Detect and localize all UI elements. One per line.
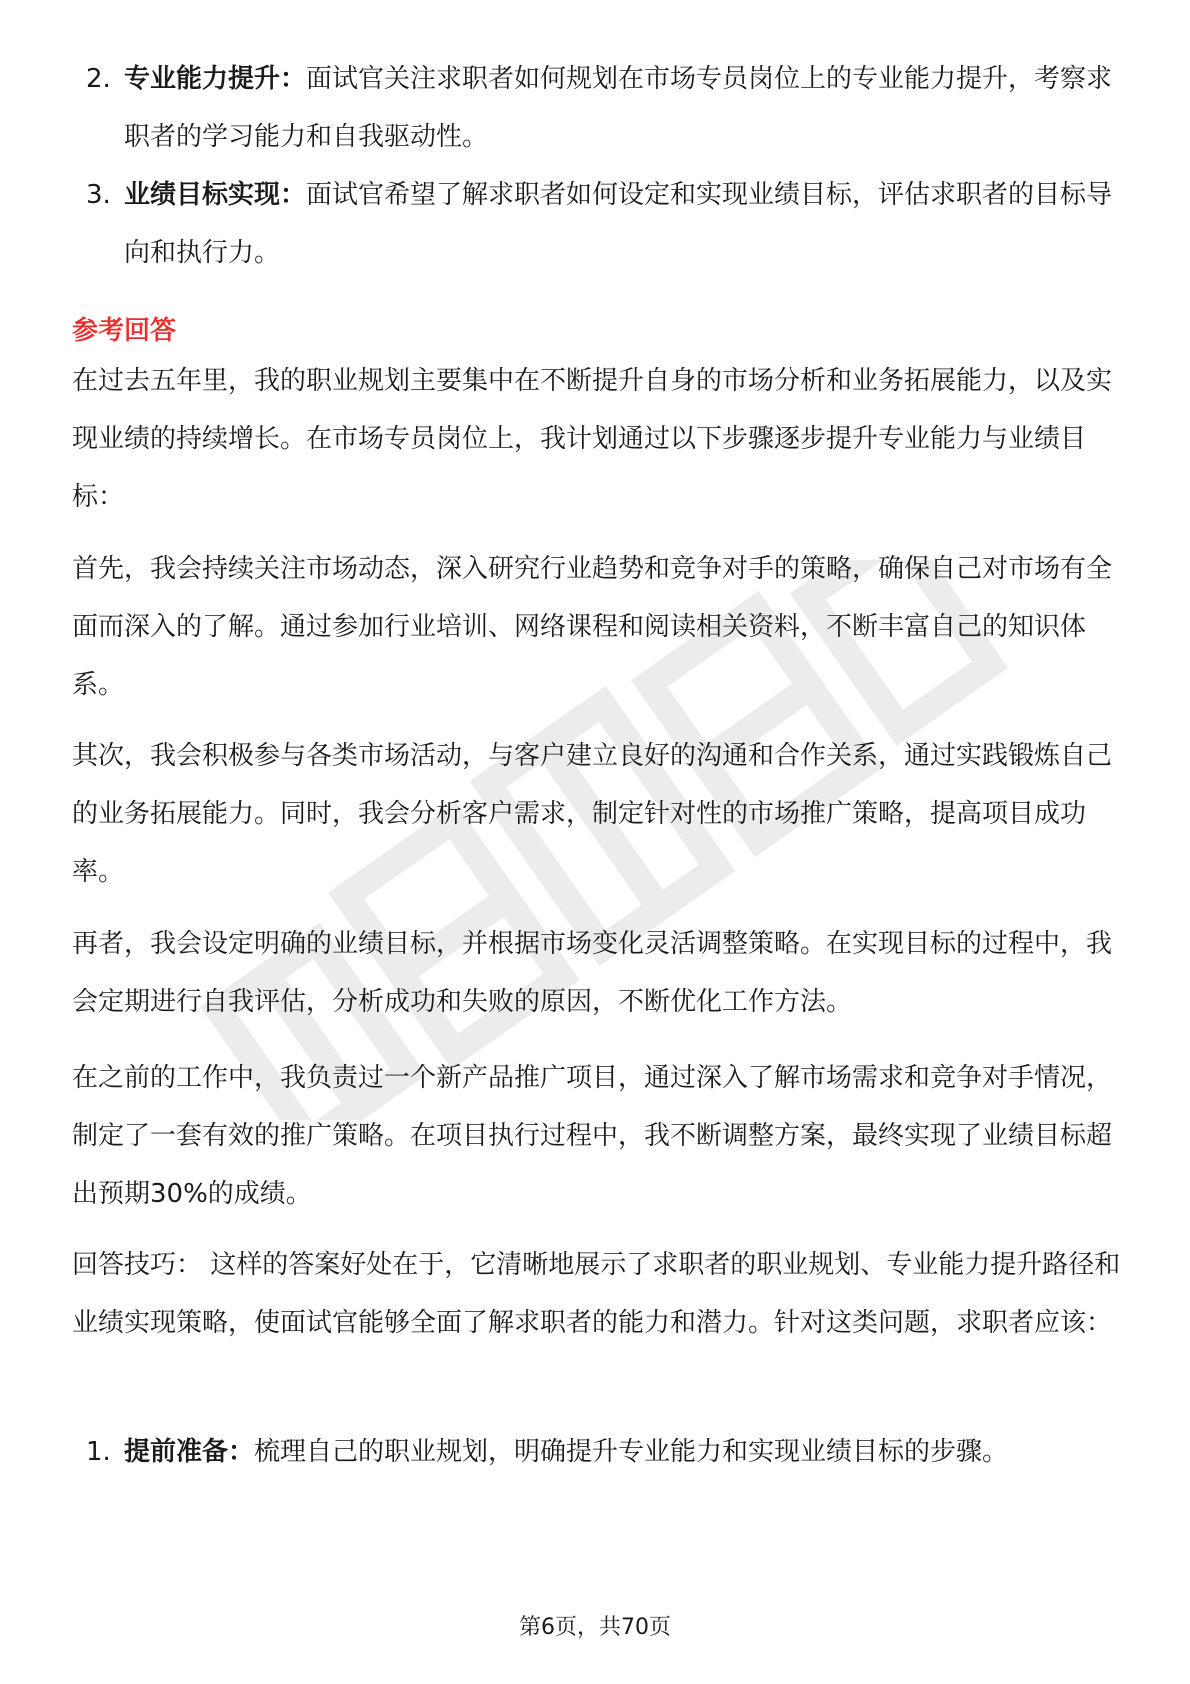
answer-tips-paragraph: 回答技巧： 这样的答案好处在于，它清晰地展示了求职者的职业规划、专业能力提升路径和业绩实现策略，使面试官能够全面了解求职者的能力和潜力。针对这类问题，求职者应该：: [72, 1250, 1121, 1338]
list-item-text: 梳理自己的职业规划，明确提升专业能力和实现业绩目标的步骤。: [254, 1437, 1009, 1467]
answer-paragraph-first: 首先，我会持续关注市场动态，深入研究行业趋势和竞争对手的策略，确保自己对市场有全面而深入的了解。通过参加行业培训、网络课程和阅读相关资料，不断丰富自己的知识体系。: [72, 554, 1113, 700]
requirement-list-top: [72, 50, 1122, 282]
section-heading: 参考回答: [72, 316, 177, 346]
answer-paragraph-third: 再者，我会设定明确的业绩目标，并根据市场变化灵活调整策略。在实现目标的过程中，我会定期进行自我评估，分析成功和失败的原因，不断优化工作方法。: [72, 929, 1113, 1017]
list-item-term: 提前准备：: [124, 1437, 255, 1467]
answer-paragraph-intro: 在过去五年里，我的职业规划主要集中在不断提升自身的市场分析和业务拓展能力，以及实现业绩的持续增长。在市场专员岗位上，我计划通过以下步骤逐步提升专业能力与业绩目标：: [72, 366, 1113, 512]
list-item-text: 面试官希望了解求职者如何设定和实现业绩目标，评估求职者的目标导向和执行力。: [124, 180, 1113, 268]
list-item-term: 业绩目标实现：: [124, 180, 307, 210]
answer-paragraph-example: 在之前的工作中，我负责过一个新产品推广项目，通过深入了解市场需求和竞争对手情况，制定了一套有效的推广策略。在项目执行过程中，我不断调整方案，最终实现了业绩目标超出预期30%的成绩。: [72, 1063, 1113, 1209]
list-item-number: 2.: [86, 64, 111, 94]
page-number-footer: 第6页，共70页: [519, 1615, 671, 1640]
list-item: [72, 1423, 1122, 1481]
answer-paragraph-second: 其次，我会积极参与各类市场活动，与客户建立良好的沟通和合作关系，通过实践锻炼自己的业务拓展能力。同时，我会分析客户需求，制定针对性的市场推广策略，提高项目成功率。: [72, 741, 1113, 887]
list-item: [72, 50, 1122, 166]
list-item-text: 面试官关注求职者如何规划在市场专员岗位上的专业能力提升，考察求职者的学习能力和自我驱动性。: [124, 64, 1113, 152]
list-item-number: 3.: [86, 180, 111, 210]
list-item-term: 专业能力提升：: [124, 64, 307, 94]
list-item: [72, 166, 1122, 282]
tips-list: [72, 1423, 1122, 1481]
list-item-number: 1.: [86, 1437, 111, 1467]
